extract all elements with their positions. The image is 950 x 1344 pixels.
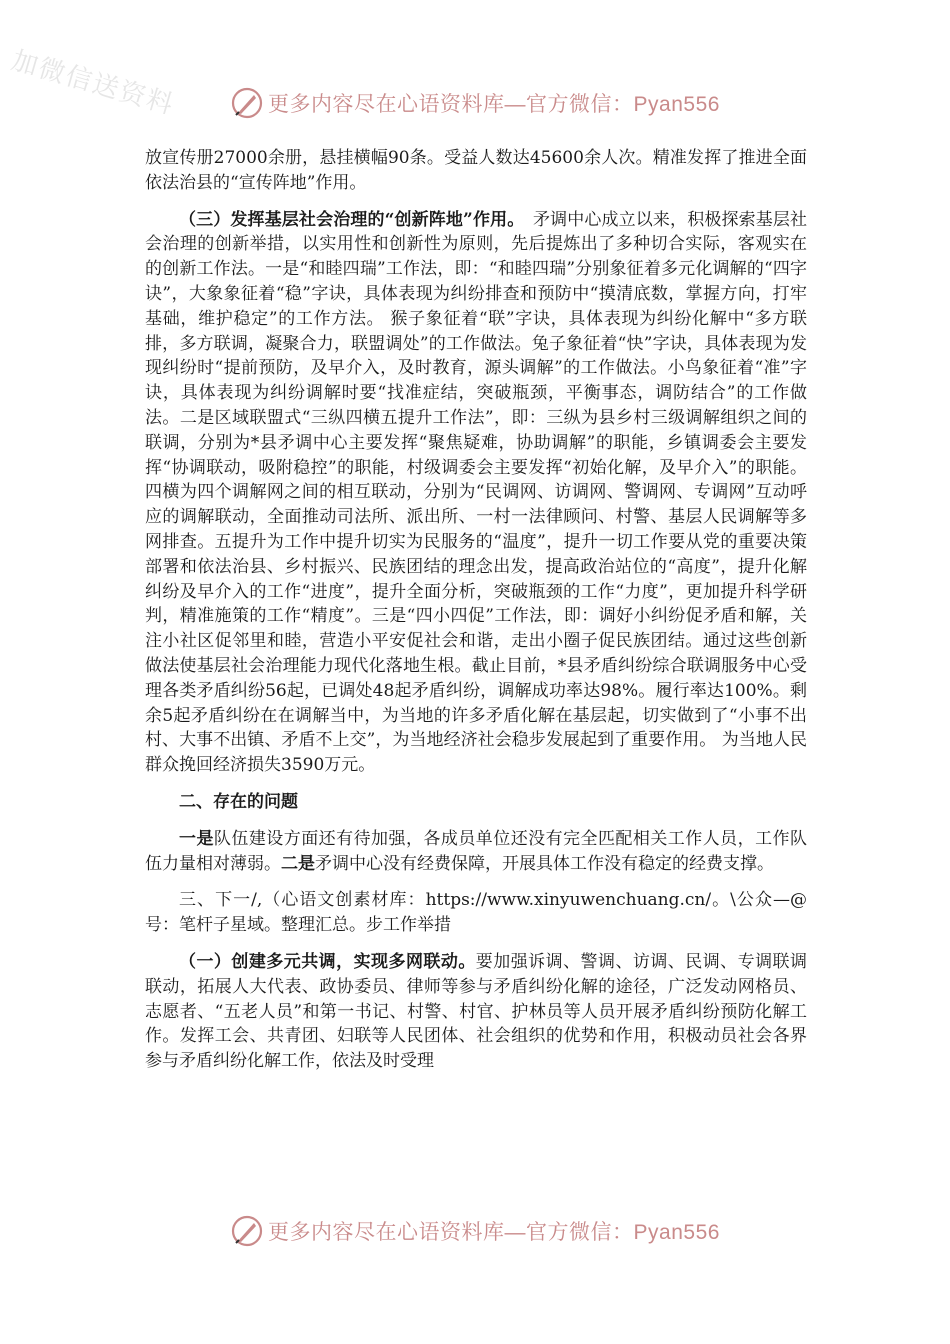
heading-multi-mediation: （一）创建多元共调，实现多网联动。 <box>179 951 476 972</box>
paragraph-innovation <box>145 208 807 778</box>
banner-text: 更多内容尽在心语资料库—官方微信：Pyan556 <box>268 1221 720 1244</box>
section-heading-next-steps: 三、下一/,（心语文创素材库：https://www.xinyuwenchuang.cn/。\公众—@号：笔杆子星域。整理汇总。步工作举措 <box>145 890 807 936</box>
paragraph-multi-mediation <box>145 950 807 1074</box>
text-second: 矛调中心没有经费保障，开展具体工作没有稳定的经费支撑。 <box>315 853 774 874</box>
quill-logo-icon <box>230 86 264 120</box>
paragraph-problems <box>145 827 807 877</box>
text-multi-mediation: 要加强诉调、警调、访调、民调、专调联调联动，拓展人大代表、政协委员、律师等参与矛盾纠纷化解的途径，广泛发动网格员、志愿者、“五老人员”和第一书记、村警、村官、护林员等人员开展矛盾纠纷预防化解工作。发挥工会、共青团、妇联等人民团体、社会组织的优势和作用，积极动员社会各界参与矛盾纠纷化解工作，依法及时受理 <box>145 951 808 1072</box>
lead-second: 二是 <box>281 853 315 874</box>
text-innovation: 矛调中心成立以来，积极探索基层社会治理的创新举措，以实用性和创新性为原则，先后提炼出了多种切合实际，客观实在的创新工作法。一是“和睦四瑞”工作法，即：“和睦四瑞”分别象征着多元化调解的“四字诀”，大象象征着“稳”字诀，具体表现为纠纷排查和预防中“摸清底数，掌握方向，打牢基础，维护稳定”的工作方法。 猴子象征着“联”字诀，具体表现为纠纷化解中“多方联排，多方联调，凝聚合力，联盟调处”的工作做法。兔子象征着“快”字诀，具体表现为发现纠纷时“提前预防，及早介入，及时教育，源头调解”的工作做法。小鸟象征着“准”字诀，具体表现为纠纷调解时要“找准症结，突破瓶颈，平衡事态，调防结合”的工作做法。二是区域联盟式“三纵四横五提升工作法”，即：三纵为县乡村三级调解组织之间的联调，分别为*县矛调中心主要发挥“聚焦疑难，协助调解”的职能，乡镇调委会主要发挥“协调联动，吸附稳控”的职能，村级调委会主要发挥“初始化解，及早介入”的职能。四横为四个调解网之间的相互联动，分别为“民调网、访调网、警调网、专调网”互动呼应的调解联动，全面推动司法所、派出所、一村一法律顾问、村警、基层人民调解等多网排查。五提升为工作中提升切实为民服务的“温度”，提升一切工作要从党的重要决策部署和依法治县、乡村振兴、民族团结的理念出发，提高政治站位的“高度”，提升化解纠纷及早介入的工作“进度”，提升全面分析，突破瓶颈的工作“力度”，更加提升科学研判，精准施策的工作“精度”。三是“四小四促”工作法，即：调好小纠纷促矛盾和解，关注小社区促邻里和睦，营造小平安促社会和谐，走出小圈子促民族团结。通过这些创新做法使基层社会治理能力现代化落地生根。截止目前，*县矛盾纠纷综合联调服务中心受理各类矛盾纠纷56起，已调处48起矛盾纠纷，调解成功率达98%。履行率达100%。剩余5起矛盾纠纷在在调解当中，为当地的许多矛盾化解在基层起，切实做到了“小事不出村、大事不出镇、矛盾不上交”，为当地经济社会稳步发展起到了重要作用。 为当地人民群众挽回经济损失3590万元。 <box>145 209 807 776</box>
document-body <box>145 146 807 1086</box>
banner-text: 更多内容尽在心语资料库—官方微信：Pyan556 <box>268 93 720 116</box>
header-banner <box>0 86 950 120</box>
heading-innovation: （三）发挥基层社会治理的“创新阵地”作用。 <box>179 209 516 230</box>
footer-banner <box>0 1214 950 1248</box>
corner-watermark: 加微信送资料 <box>8 45 178 121</box>
text-first: 队伍建设方面还有待加强，各成员单位还没有完全匹配相关工作人员，工作队伍力量相对薄弱。 <box>145 828 808 874</box>
section-heading-problems: 二、存在的问题 <box>179 791 298 812</box>
paragraph-intro: 放宣传册27000余册，悬挂横幅90条。受益人数达45600余人次。精准发挥了推进全面依法治县的“宣传阵地”作用。 <box>145 148 807 193</box>
lead-first: 一是 <box>179 828 214 849</box>
quill-logo-icon <box>230 1214 264 1248</box>
